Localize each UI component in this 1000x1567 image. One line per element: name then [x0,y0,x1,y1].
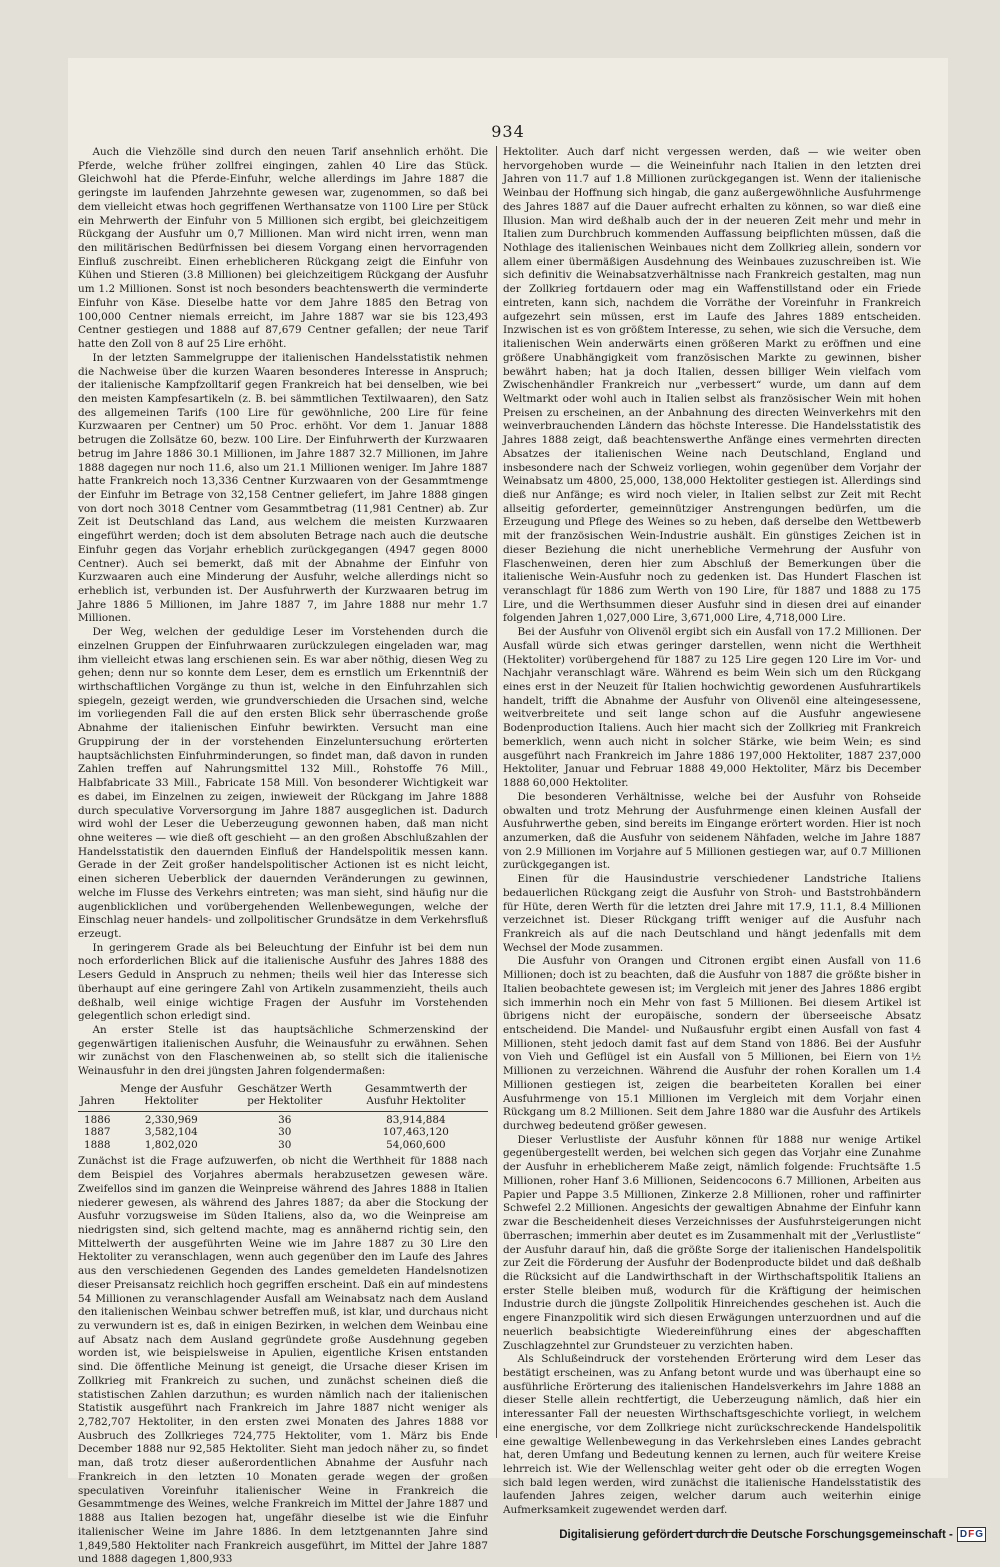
left-paragraph-3: Der Weg, welchen der geduldige Leser im Vorstehenden durch die einzelnen Gruppen der Einfuhrwaaren zurückzulegen eingeladen war, mag ihm vielleicht etwas lang erschienen sein. Es war aber nöthig, diesen Weg zu gehen; denn nur so konnte dem Leser, dem es ernstlich um Erkenntniß der wirthschaftlichen Vorgänge zu thun ist, welche in den Einfuhrzahlen sich spiegeln, gezeigt werden, wie grundverschieden die Ursachen sind, welche im vorliegenden Fall die auf den ersten Blick sehr überraschende große Abnahme der italienischen Einfuhr bewirkten. Versucht man eine Gruppirung der in der vorstehenden Einzeluntersuchung erörterten hauptsächlichsten Einfuhrminderungen, so findet man, daß davon in runden Zahlen treffen auf Nahrungsmittel 132 Mill., Rohstoffe 76 Mill., Halbfabricate 33 Mill., Fabricate 158 Mill. Von besonderer Wichtigkeit war es dabei, im Einzelnen zu zeigen, inwieweit der Rückgang im Jahre 1888 durch speculative Vorversorgung im Jahre 1887 ausgeglichen ist. Dadurch wird wohl der Leser die Ueberzeugung gewonnen haben, daß man nicht ohne weiteres — wie dieß oft geschieht — an den großen Abschlußzahlen der Handelsstatistik den dauernden Einfluß der Handelspolitik messen kann. Gerade in der Zeit großer handelspolitischer Actionen ist es nicht leicht, einen sicheren Ueberblick der dauernden Veränderungen zu gewinnen, welche im Flusse des Verkehrs eintreten; was man sieht, sind häufig nur die augenblicklichen und vorübergehenden Wellenbewegungen, welche der Einschlag neuer handels- und zollpolitischer Grundsätze in dem Verkehrsfluß erzeugt. [78,626,488,940]
right-paragraph-3: Die besonderen Verhältnisse, welche bei der Ausfuhr von Rohseide obwalten und trotz Mehrung der Ausfuhrmenge einen kleinen Ausfall der Ausfuhrwerthe geben, sind bereits im Eingange erörtert worden. Hier ist noch anzumerken, daß die Ausfuhr von seidenem Nähfaden, welche im Jahre 1887 von 2.9 Millionen im Vorjahre auf 5 Millionen gestiegen war, auf 0.7 Millionen zurückgegangen ist. [503,790,921,872]
right-paragraph-6: Dieser Verlustliste der Ausfuhr können für 1888 nur wenige Artikel gegenübergestellt werden, bei welchen sich gegen das Vorjahr eine Zunahme der Ausfuhr in erheblicherem Maße zeigt, nämlich folgende: Fruchtsäfte 1.5 Millionen, roher Hanf 3.6 Millionen, Seidencocons 6.7 Millionen, Arbeiten aus Papier und Pappe 3.5 Millionen, Zinkerze 2.8 Millionen, roher und raffinirter Schwefel 2.2 Millionen. Angesichts der gewaltigen Abnahme der Einfuhr kann zwar die Bescheidenheit dieses Verzeichnisses der Ausfuhrsteigerungen nicht überraschen; immerhin aber deutet es im Zusammenhalt mit der „Verlustliste“ der Ausfuhr darauf hin, daß die größte Sorge der italienischen Handelspolitik zur Zeit die Förderung der Ausfuhr der Bodenproducte bildet und daß deßhalb die Rücksicht auf die Landwirthschaft in der Wirthschaftspolitik Italiens an erster Stelle bleiben muß, wodurch für die Kräftigung der heimischen Industrie durch die jüngste Zollpolitik Hinreichendes geschehen ist. Auch die engere Finanzpolitik wird sich diesen Erwägungen unterzuordnen und auf die neuerlich beabsichtigte Wiedereinführung eines der abgeschafften Zuschlagzehntel zur Grundsteuer zu verzichten haben. [503,1133,921,1352]
table-row [78,1139,488,1152]
table-cell-total-value: 83,914,884 [344,1111,488,1126]
table-cell-quantity: 2,330,969 [117,1111,226,1126]
digitization-credit [559,1527,986,1542]
table-cell-total-value: 107,463,120 [382,1126,449,1139]
page-number: 934 [491,122,525,141]
left-paragraph-1: Auch die Viehzölle sind durch den neuen Tarif ansehnlich erhöht. Die Pferde, welche früher zollfrei eingingen, zahlen 40 Lire das Stück. Gleichwohl hat die Pferde-Einfuhr, welche allerdings im Jahre 1887 die geringste im laufenden Jahrzehnte gewesen war, zugenommen, so daß bei dem vielleicht etwas hoch gegriffenen Werthansatze von 1100 Lire per Stück ein Mehrwerth der Einfuhr von 5 Millionen sich ergibt, bei gleichzeitigem Rückgang der Ausfuhr um 0,7 Millionen. Man wird nicht irren, wenn man den militärischen Bedürfnissen bei diesem Vorgang einen hervorragenden Einfluß zuschreibt. Einen erheblicheren Rückgang zeigt die Einfuhr von Kühen und Stieren (3.8 Millionen) bei gleichzeitigem Rückgang der Ausfuhr um 1.2 Millionen. Sonst ist noch besonders beachtenswerth die verminderte Einfuhr von Käse. Dieselbe hatte vor dem Jahre 1885 den Betrag von 100,000 Centner niemals erreicht, im Jahre 1887 war sie bis 123,493 Centner gestiegen und 1888 auf 87,679 Centner gefallen; der neue Tarif hatte den Zoll von 8 auf 25 Lire erhöht. [78,146,488,351]
right-column [503,146,921,1517]
credit-text: Digitalisierung gefördert durch die Deutsche Forschungsgemeinschaft - [559,1528,953,1541]
table-cell-unit-value: 30 [278,1138,292,1151]
table-header-total-value: Gesammtwerth der Ausfuhr Hektoliter [364,1082,467,1108]
right-paragraph-4: Einen für die Hausindustrie verschiedener Landstriche Italiens bedauerlichen Rückgang zeigt die Ausfuhr von Stroh- und Baststrohbändern für Hüte, deren Werth für die letzten drei Jahre mit 17.9, 11.1, 8.4 Millionen verzeichnet ist. Dieser Rückgang trifft weniger auf die Ausfuhr nach Frankreich als auf die nach Deutschland und hängt jedenfalls mit dem Wechsel der Mode zusammen. [503,873,921,954]
left-paragraph-2: In der letzten Sammelgruppe der italienischen Handelsstatistik nehmen die Nachweise über die kurzen Waaren besonderes Interesse in Anspruch; der italienische Kampfzolltarif gegen Frankreich hat bei denselben, wie bei den meisten Kampfesartikeln (z. B. bei sämmtlichen Textilwaaren), den Satz des allgemeinen Tarifs (100 Lire für gewöhnliche, 200 Lire für feine Kurzwaaren per Centner) um 50 Proc. erhöht. Vor dem 1. Januar 1888 betrugen die Zollsätze 60, bezw. 100 Lire. Der Einfuhrwerth der Kurzwaaren betrug im Jahre 1886 30.1 Millionen, im Jahre 1887 32.7 Millionen, im Jahre 1888 dagegen nur noch 11.6, also um 21.1 Millionen weniger. Im Jahre 1887 hatte Frankreich noch 13,336 Centner Kurzwaaren von der Gesammtmenge der Einfuhr im Betrage von 32,158 Centner geliefert, im Jahre 1888 gingen von dort noch 3018 Centner vom Gesammtbetrag (11,981 Centner) ab. Zur Zeit ist Deutschland das Land, aus welchem die meisten Kurzwaaren eingeführt werden; doch ist dem absoluten Betrage nach auch die deutsche Einfuhr gegen das Vorjahr erheblich zurückgegangen (4947 gegen 8000 Centner). Auch sei bemerkt, daß mit der Abnahme der Einfuhr von Kurzwaaren auch eine Minderung der Ausfuhr, welche allerdings nicht so erheblich ist, verbunden ist. Der Ausfuhrwerth der Kurzwaaren betrug im Jahre 1886 5 Millionen, im Jahre 1887 7, im Jahre 1888 nur mehr 1.7 Millionen. [78,351,488,625]
table-cell-unit-value: 36 [226,1111,344,1126]
table-cell-quantity: 1,802,020 [144,1138,198,1151]
dfg-logo-icon [957,1527,986,1542]
table-row [78,1126,488,1139]
right-paragraph-7: Als Schlußeindruck der vorstehenden Erörterung wird dem Leser das bestätigt erscheinen, was zu Anfang betont wurde und was überhaupt eine so ausführliche Erörterung des italienischen Handelsverkehrs im Jahre 1888 an dieser Stelle allein rechtfertigt, die Ueberzeugung nämlich, daß hier ein interessanter Fall der neuesten Wirthschaftsgeschichte vorliegt, in welchem eine energische, vor dem Zollkriege nicht zurückschreckende Handelspolitik eine gewaltige Wellenbewegung in das Verkehrsleben eines Landes gebracht hat, deren Umfang und Bedeutung kennen zu lernen, auch für weitere Kreise lehrreich ist. Wie der Wellenschlag weiter geht oder ob die erregten Wogen sich bald legen werden, wird zunächst die italienische Handelsstatistik des laufenden Jahres zeigen, welcher darum auch weiterhin einige Aufmerksamkeit zugewendet werden darf. [503,1353,921,1517]
table-row [78,1111,488,1126]
table-header-unit-value: Geschätzer Werth per Hektoliter [237,1082,332,1108]
left-paragraph-6: Zunächst ist die Frage aufzuwerfen, ob nicht die Werthheit für 1888 nach dem Beispiel des Vorjahres abermals herabzusetzen gewesen wäre. Zweifellos sind im ganzen die Weinpreise während des Jahres 1888 in Italien niederer gewesen, als während des Jahres 1887; da aber die Stockung der Ausfuhr vorzugsweise im Süden Italiens, also da, wo die Weinpreise am niedrigsten sind, sich geltend machte, mag es annähernd richtig sein, den Mittelwerth der ausgeführten Weine wie im Jahre 1887 zu 30 Lire den Hektoliter zu veranschlagen, wenn auch gegenüber den im Laufe des Jahres aus den verschiedenen Gegenden des Landes gemeldeten Handelsnotizen dieser Preisansatz reichlich hoch gegriffen erscheint. Daß ein auf mindestens 54 Millionen zu veranschlagender Ausfall am Weinabsatz nach dem Ausland den italienischen Weinbau schwer betreffen muß, ist klar, und durchaus nicht zu verwundern ist es, daß in einigen Bezirken, in welchen dem Weinbau eine auf Absatz nach dem Ausland gegründete große Ausdehnung gegeben worden ist, wie beispielsweise in Apulien, eigentliche Krisen entstanden sind. Die öffentliche Meinung ist geneigt, die Ursache dieser Krisen im Zollkrieg mit Frankreich zu suchen, und zunächst scheinen dieß die statistischen Zahlen darzuthun; es wurden nämlich nach der italienischen Statistik ausgeführt nach Frankreich im Jahre 1887 nicht weniger als 2,782,707 Hektoliter, in den ersten zwei Monaten des Jahres 1888 vor Ausbruch des Zollkrieges 724,775 Hektoliter, vom 1. März bis Ende December 1888 nur 92,585 Hektoliter. Sieht man jedoch näher zu, so findet man, daß trotz dieser außerordentlichen Abnahme der Ausfuhr nach Frankreich in den letzten 10 Monaten gerade wegen der großen speculativen Voreinfuhr italienischer Weine in Frankreich die Gesammtmenge des Weines, welche Frankreich im Mittel der Jahre 1887 und 1888 aus Italien bezogen hat, ungefähr dieselbe ist wie die Einfuhr italienischer Weine im Jahre 1886. In dem letztgenannten Jahre sind 1,849,580 Hektoliter nach Frankreich ausgeführt, im Mittel der Jahre 1887 und 1888 dagegen 1,800,933 [78,1155,489,1566]
table-cell-year: 1887 [84,1126,111,1139]
dfg-logo-f: F [968,1529,975,1540]
table-cell-total-value: 54,060,600 [386,1138,446,1151]
left-column [78,146,489,1566]
wine-export-table [78,1083,488,1152]
table-header-quantity: Menge der Ausfuhr Hektoliter [120,1082,223,1108]
dfg-logo-d: D [959,1529,968,1540]
table-cell-year: 1886 [78,1111,117,1126]
right-paragraph-1: Hektoliter. Auch darf nicht vergessen werden, daß — wie weiter oben hervorgehoben wurde — die Weineinfuhr nach Italien in den letzten drei Jahren von 11.7 auf 1.8 Millionen zurückgegangen ist. Wenn der italienische Weinbau der Hoffnung sich hingab, die ganz außergewöhnliche Ausfuhrmenge des Jahres 1887 auf die Dauer aufrecht erhalten zu können, so war dieß eine Illusion. Man wird deßhalb auch der in der neueren Zeit mehr und mehr in Italien zum Durchbruch kommenden Auffassung beipflichten müssen, daß die Nothlage des italienischen Weinbaues nicht dem Zollkrieg allein, sondern vor allem einer übermäßigen Ausdehnung des Weinbaues zuzuschreiben ist. Wie sich definitiv die Weinabsatzverhältnisse nach Frankreich gestalten, mag nun der Zollkrieg fortdauern oder mag ein Waffenstillstand oder ein Friede eintreten, kann sich, nachdem die Vorräthe der Voreinfuhr in Frankreich aufgezehrt sein müssen, erst im Laufe des Jahres 1889 entscheiden. Inzwischen ist es von größtem Interesse, zu sehen, wie sich die Versuche, dem italienischen Wein anderwärts einen größeren Markt zu eröffnen und eine größere Unabhängigkeit vom französischen Markte zu gewinnen, bisher bewährt haben; hat ja doch Italien, dessen billiger Wein vielfach vom Zwischenhändler Frankreich nur „verbessert“ wurde, um dann auf dem Weltmarkt oder wohl auch in Italien selbst als französischer Wein mit hohen Preisen zu erscheinen, an der Anbahnung des directen Weinverkehrs mit den weinverbrauchenden Ländern das höchste Interesse. Die Handelsstatistik des Jahres 1888 zeigt, daß beachtenswerthe Anfänge eines vermehrten directen Absatzes der italienischen Weine nach Deutschland, England und insbesondere nach der Schweiz vorliegen, wohin gegenüber dem Vorjahr der Weinabsatz um 4800, 25,000, 138,000 Hektoliter gestiegen ist. Allerdings sind dieß nur Anfänge; es wird noch vieler, in Italien selbst zur Zeit mit Recht allseitig geforderter, gemeinnütziger Anstrengungen bedürfen, um die Erzeugung und Pflege des Weines so zu heben, daß derselbe den Wettbewerb mit der französischen Wein-Industrie aushält. Ein günstiges Zeichen ist in dieser Beziehung die nicht unerhebliche Vermehrung der Ausfuhr von Flaschenweinen, deren hier zum Abschluß der Bemerkungen über die italienische Wein-Ausfuhr noch zu gedenken ist. Das Hundert Flaschen ist veranschlagt für 1886 zum Werth von 190 Lire, für 1887 und 1888 zu 175 Lire, und die Werthsummen dieser Ausfuhr sind in diesen drei auf einander folgenden Jahren 1,027,000 Lire, 3,671,000 Lire, 4,718,000 Lire. [503,146,921,625]
column-divider [496,146,497,1438]
right-paragraph-2: Bei der Ausfuhr von Olivenöl ergibt sich ein Ausfall von 17.2 Millionen. Der Ausfall würde sich etwas geringer darstellen, wenn nicht die Werthheit (Hektoliter) vorübergehend für 1887 zu 125 Lire gegen 120 Lire im Vor- und Nachjahr veranschlagt wäre. Während es beim Wein sich um den Rückgang eines erst in der Neuzeit für Italien hochwichtig gewordenen Ausfuhrartikels handelt, trifft die Abnahme der Ausfuhr von Olivenöl eine alteingesessene, weitverbreitete und seit lange schon auf die Ausfuhr angewiesene Bodenproduction Italiens. Auch hier macht sich der Zollkrieg mit Frankreich bemerklich, wenn auch nicht in solcher Stärke, wie beim Wein; es sind ausgeführt nach Frankreich im Jahre 1886 197,000 Hektoliter, 1887 237,000 Hektoliter, Januar und Februar 1888 49,000 Hektoliter, März bis December 1888 60,000 Hektoliter. [503,626,921,790]
table-header-row [78,1083,488,1112]
left-paragraph-4: In geringerem Grade als bei Beleuchtung der Einfuhr ist bei dem nun noch erforderlichen Blick auf die italienische Ausfuhr des Jahres 1888 des Lesers Geduld in Anspruch zu nehmen; theils weil hier das Interesse sich überhaupt auf eine geringere Zahl von Artikeln zusammenzieht, theils auch deßhalb, weil einige wichtige Fragen der Ausfuhr im Vorstehenden gelegentlich schon erledigt sind. [78,941,488,1023]
table-cell-unit-value: 30 [278,1126,292,1139]
left-paragraph-5: An erster Stelle ist das hauptsächliche Schmerzenskind der gegenwärtigen italienischen Ausfuhr, die Weinausfuhr zu erwähnen. Sehen wir zunächst von den Flaschenweinen ab, so stellt sich die italienische Weinausfuhr in den drei jüngsten Jahren folgendermaßen: [78,1024,488,1078]
right-paragraph-5: Die Ausfuhr von Orangen und Citronen ergibt einen Ausfall von 11.6 Millionen; doch ist zu beachten, daß die Ausfuhr von 1887 die größte bisher in Italien beobachtete gewesen ist; im Vergleich mit jener des Jahres 1886 ergibt sich immerhin noch ein Mehr von fast 5 Millionen. Bei diesem Artikel ist übrigens nicht der europäische, sondern der überseeische Absatz entscheidend. Die Mandel- und Nußausfuhr ergibt einen Ausfall von fast 4 Millionen, steht jedoch damit fast auf dem Stand von 1886. Bei der Ausfuhr von Vieh und Geflügel ist ein Ausfall von 5 Millionen, bei Eiern von 1½ Millionen zu verzeichnen. Während die Ausfuhr der rohen Korallen um 1.4 Millionen gestiegen ist, zeigen die bearbeiteten Korallen bei einer Ausfuhrmenge von 15.1 Millionen im Vergleich mit dem Vorjahr einen Rückgang um 8.2 Millionen. Seit dem Jahre 1880 war die Ausfuhr des Artikels durchweg bedeutend größer gewesen. [503,955,921,1133]
table-cell-year: 1888 [84,1138,111,1151]
dfg-logo-g: G [975,1529,983,1540]
table-header-year: Jahren [80,1095,115,1108]
table-cell-quantity: 3,582,104 [144,1126,198,1139]
